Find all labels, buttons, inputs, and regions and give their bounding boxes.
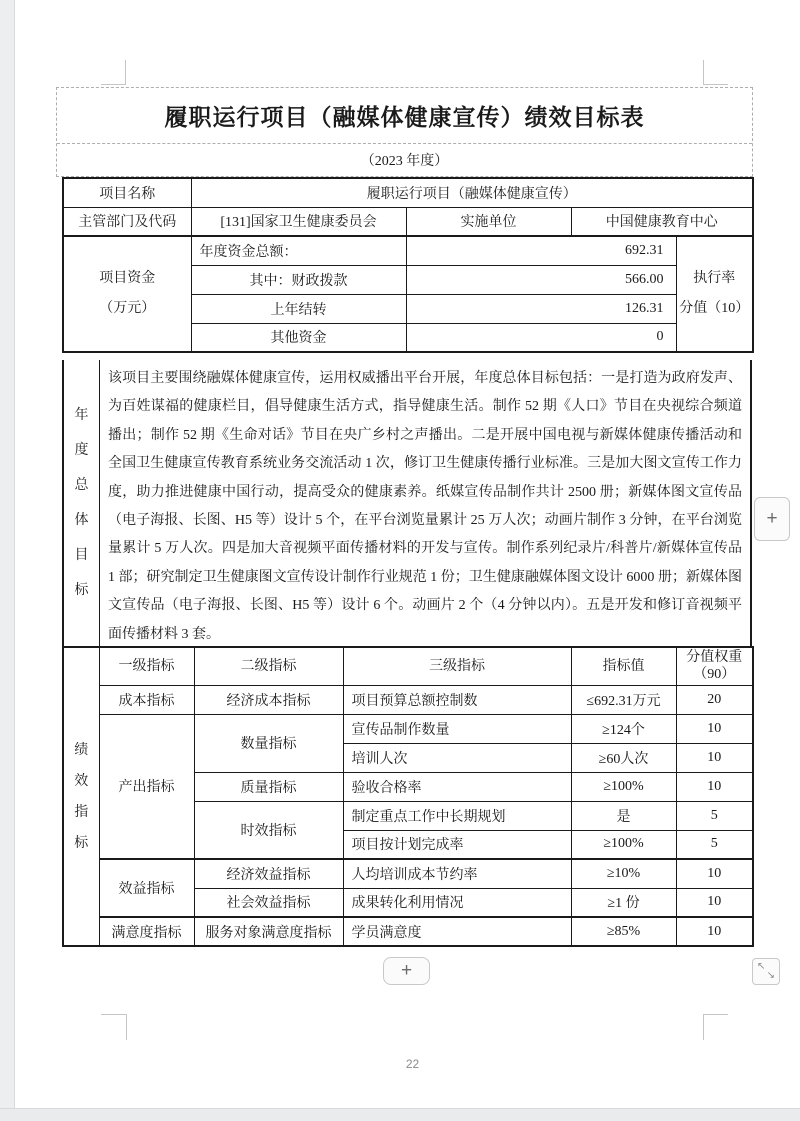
indicator-l2: 经济成本指标 <box>194 685 343 714</box>
dept-value: [131]国家卫生健康委员会 <box>191 207 406 236</box>
margin-mark-top-right <box>703 60 728 85</box>
funds-row-value: 692.31 <box>406 236 676 265</box>
header-level1: 一级指标 <box>99 647 194 685</box>
annual-objectives-text: 该项目主要围绕融媒体健康宣传，运用权威播出平台开展，年度总体目标包括：一是打造为政府发声、为百姓谋福的健康栏目，倡导健康生活方式，指导健康生活。制作 52 期《人口》节目在央视综合频道播出；制作 52 期《生命对话》节目在央广乡村之声播出。二是开展中国电视与新媒体健康传播活动和全国卫生健康宣传教育系统业务交流活动 1 次，修订卫生健康传播行业标准。三是加大图文宣传工作力度，助力推进健康中国行动，提高受众的健康素养。纸媒宣传品制作共计 2500 册；新媒体图文宣传品（电子海报、长图、H5 等）设计 5 个，在平台浏览量累计 25 万人次；动画片制作 3 分钟，在平台浏览量累计 5 万人次。四是加大音视频平面传播材料的开发与宣传。制作系列纪录片/科普片/新媒体宣传品 1 部；研究制定卫生健康图文宣传设计制作行业规范 1 份；卫生健康融媒体图文设计 6000 册；新媒体图文宣传品（电子海报、长图、H5 等）设计 6 个。动画片 2 个（4 分钟以内）。五是开发和修订音视频平面传播材料 3 套。 <box>108 371 742 642</box>
indicator-l3: 项目预算总额控制数 <box>343 685 571 714</box>
funds-row-value: 0 <box>406 323 676 352</box>
funds-row-value: 566.00 <box>406 265 676 294</box>
project-name-label: 项目名称 <box>63 178 191 207</box>
resize-table-button[interactable] <box>752 958 780 985</box>
indicator-l2: 社会效益指标 <box>194 888 343 917</box>
funds-row-label: 上年结转 <box>191 294 406 323</box>
indicator-weight: 10 <box>676 917 753 946</box>
indicator-l3: 培训人次 <box>343 743 571 772</box>
indicator-weight: 10 <box>676 888 753 917</box>
resize-arrow-down-right-icon: ↘ <box>766 970 775 981</box>
add-row-button[interactable]: + <box>383 957 430 985</box>
indicator-l3: 人均培训成本节约率 <box>343 859 571 888</box>
funds-row-label: 其中：财政拨款 <box>191 265 406 294</box>
document-subtitle: （2023 年度） <box>360 154 449 169</box>
document-title: 履职运行项目（融媒体健康宣传）绩效目标表 <box>57 88 752 144</box>
exec-rate-line1: 执行率 <box>693 271 736 286</box>
title-frame <box>56 87 753 177</box>
table-row <box>63 685 753 714</box>
funds-row-label: 年度资金总额： <box>191 236 406 265</box>
indicator-value: ≥100% <box>571 830 676 859</box>
resize-arrow-up-left-icon: ↖ <box>757 961 766 972</box>
margin-mark-top-left <box>101 60 126 85</box>
indicator-weight: 10 <box>676 772 753 801</box>
indicator-l1: 满意度指标 <box>99 917 194 946</box>
project-info-table <box>62 177 754 353</box>
impl-unit-value: 中国健康教育中心 <box>571 207 753 236</box>
indicator-value: ≥100% <box>571 772 676 801</box>
table-row <box>63 207 753 236</box>
funds-row-label: 其他资金 <box>191 323 406 352</box>
header-weight: 分值权重（90） <box>676 647 753 685</box>
indicator-value: ≥60人次 <box>571 743 676 772</box>
indicator-l3: 学员满意度 <box>343 917 571 946</box>
add-column-button[interactable]: + <box>754 497 790 541</box>
indicator-weight: 10 <box>676 714 753 743</box>
funds-label-line2: （万元） <box>99 301 156 316</box>
indicator-value: ≥124个 <box>571 714 676 743</box>
table-row <box>63 178 753 207</box>
indicator-l2: 经济效益指标 <box>194 859 343 888</box>
impl-unit-label: 实施单位 <box>406 207 571 236</box>
indicator-l2: 服务对象满意度指标 <box>194 917 343 946</box>
indicator-l1: 效益指标 <box>99 859 194 917</box>
indicator-l2: 时效指标 <box>194 801 343 859</box>
dept-label: 主管部门及代码 <box>63 207 191 236</box>
table-header-row <box>63 647 753 685</box>
indicator-weight: 10 <box>676 859 753 888</box>
indicator-weight: 5 <box>676 801 753 830</box>
annual-objectives-section <box>62 360 752 646</box>
indicator-l2: 质量指标 <box>194 772 343 801</box>
project-name-value: 履职运行项目（融媒体健康宣传） <box>191 178 753 207</box>
header-level2: 二级指标 <box>194 647 343 685</box>
page-number: 22 <box>405 1057 420 1071</box>
margin-mark-bottom-left <box>101 1014 127 1040</box>
indicator-value: 是 <box>571 801 676 830</box>
indicator-l3: 成果转化利用情况 <box>343 888 571 917</box>
margin-mark-bottom-right <box>703 1014 728 1040</box>
annual-objectives-side-label: 年度总体目标 <box>64 360 100 646</box>
performance-indicators-table <box>62 646 754 947</box>
exec-rate-cell <box>676 236 753 352</box>
indicator-weight: 10 <box>676 743 753 772</box>
indicator-value: ≥1 份 <box>571 888 676 917</box>
header-level3: 三级指标 <box>343 647 571 685</box>
indicator-l3: 宣传品制作数量 <box>343 714 571 743</box>
indicator-l2: 数量指标 <box>194 714 343 772</box>
header-value: 指标值 <box>571 647 676 685</box>
page-gutter-bottom <box>0 1108 800 1121</box>
indicator-l3: 制定重点工作中长期规划 <box>343 801 571 830</box>
page-gutter-left <box>0 0 15 1121</box>
indicator-l1: 成本指标 <box>99 685 194 714</box>
indicators-side-label: 绩效指标 <box>63 647 99 946</box>
exec-rate-line2: 分值（10） <box>679 301 750 316</box>
table-row <box>63 236 753 265</box>
table-row <box>63 859 753 888</box>
indicator-l3: 验收合格率 <box>343 772 571 801</box>
indicator-l3: 项目按计划完成率 <box>343 830 571 859</box>
funds-row-value: 126.31 <box>406 294 676 323</box>
indicator-weight: 20 <box>676 685 753 714</box>
indicator-value: ≥85% <box>571 917 676 946</box>
table-row <box>63 714 753 743</box>
funds-label-line1: 项目资金 <box>99 271 156 286</box>
funds-label <box>63 236 191 352</box>
indicator-weight: 5 <box>676 830 753 859</box>
indicator-value: ≤692.31万元 <box>571 685 676 714</box>
indicator-l1: 产出指标 <box>99 714 194 859</box>
table-row <box>63 917 753 946</box>
indicator-value: ≥10% <box>571 859 676 888</box>
